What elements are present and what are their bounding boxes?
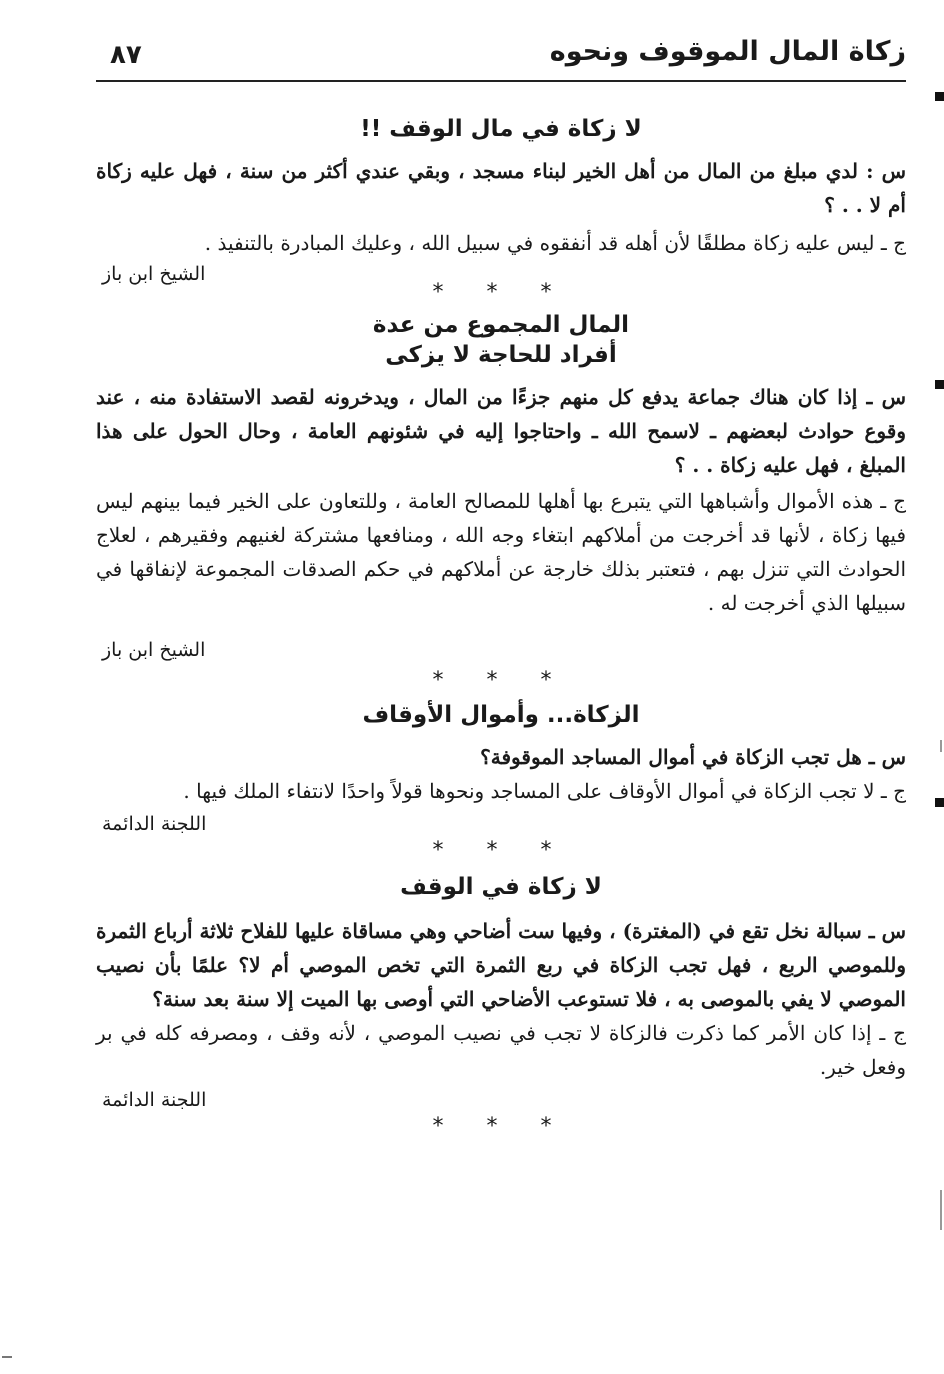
book-page — [96, 30, 906, 1350]
separator: * * * — [432, 838, 570, 863]
attribution: اللجنة الدائمة — [102, 813, 207, 835]
section-heading: أفراد للحاجة لا يزكى — [385, 342, 617, 368]
attribution: الشيخ ابن باز — [102, 263, 206, 285]
answer: ج ـ ليس عليه زكاة مطلقًا لأن أهله قد أنفقوه في سبيل الله ، وعليك المبادرة بالتنفيذ . — [204, 231, 906, 255]
margin-mark — [935, 92, 944, 101]
running-head — [96, 30, 906, 82]
separator: * * * — [432, 668, 570, 693]
question: س ـ إذا كان هناك جماعة يدفع كل منهم جزءًا من المال ، ويدخرونه لقصد الاستفادة منه ، عند وقوع حوادث لبعضهم ـ لاسمح الله ـ واحتاجوا إليه في شئونهم العامة ، وحال الحول على هذا المبلغ ، فهل عليه زكاة . . ؟ — [96, 385, 906, 477]
answer: ج ـ إذا كان الأمر كما ذكرت فالزكاة لا تجب في نصيب الموصي ، لأنه وقف ، ومصرفه كله في بر وفعل خير. — [96, 1021, 906, 1079]
section-heading: الزكاة... وأموال الأوقاف — [362, 702, 640, 728]
margin-mark — [935, 380, 944, 389]
separator: * * * — [432, 280, 570, 305]
question: س ـ هل تجب الزكاة في أموال المساجد الموقوفة؟ — [480, 745, 906, 769]
margin-mark — [935, 798, 944, 807]
attribution: الشيخ ابن باز — [102, 639, 206, 661]
attribution: اللجنة الدائمة — [102, 1089, 207, 1111]
margin-tick — [940, 740, 942, 752]
question: س : لدي مبلغ من المال من أهل الخير لبناء مسجد ، وبقي عندي أكثر من سنة ، فهل عليه زكاة أم لا . . ؟ — [96, 159, 906, 217]
section-2 — [96, 310, 906, 664]
question: س ـ سبالة نخل تقع في (المغترة) ، وفيها ست أضاحي وهي مساقاة عليها للفلاح ثلاثة أرباع الثمرة وللموصي الربع ، فهل تجب الزكاة في ربع الثمرة التي تخص الموصي أم لا؟ علمًا بأن نصيب الموصي لا يفي بالموصى به ، فلا تستوعب الأضاحي التي أوصى بها الميت إلا سنة بعد سنة؟ — [96, 919, 906, 1011]
section-heading: لا زكاة في الوقف — [400, 874, 602, 900]
corner-dash — [2, 1356, 12, 1358]
section-heading: المال المجموع من عدة — [372, 312, 630, 338]
section-heading: لا زكاة في مال الوقف !! — [360, 116, 642, 142]
margin-tick — [940, 1190, 942, 1230]
page-number: ٨٧ — [110, 40, 142, 70]
running-head-title: زكاة المال الموقوف ونحوه — [549, 36, 906, 67]
answer: ج ـ هذه الأموال وأشباهها التي يتبرع بها أهلها للمصالح العامة ، وللتعاون على الخير فيما بينهم ليس فيها زكاة ، لأنها قد أخرجت من أملاكهم ابتغاء وجه الله ، ومنافعها مشتركة لغنيهم وفقيرهم ، لعلاج الحوادث التي تنزل بهم ، فتعتبر بذلك خارجة عن أملاكهم في حكم الصدقات المجموعة لإنفاقها في سبيلها الذي أخرجت له . — [96, 489, 907, 615]
section-4 — [96, 872, 906, 1114]
separator: * * * — [432, 1114, 570, 1139]
answer: ج ـ لا تجب الزكاة في أموال الأوقاف على المساجد ونحوها قولاً واحدًا لانتفاء الملك فيها . — [183, 779, 906, 803]
section-1 — [96, 114, 906, 288]
section-3 — [96, 700, 906, 838]
